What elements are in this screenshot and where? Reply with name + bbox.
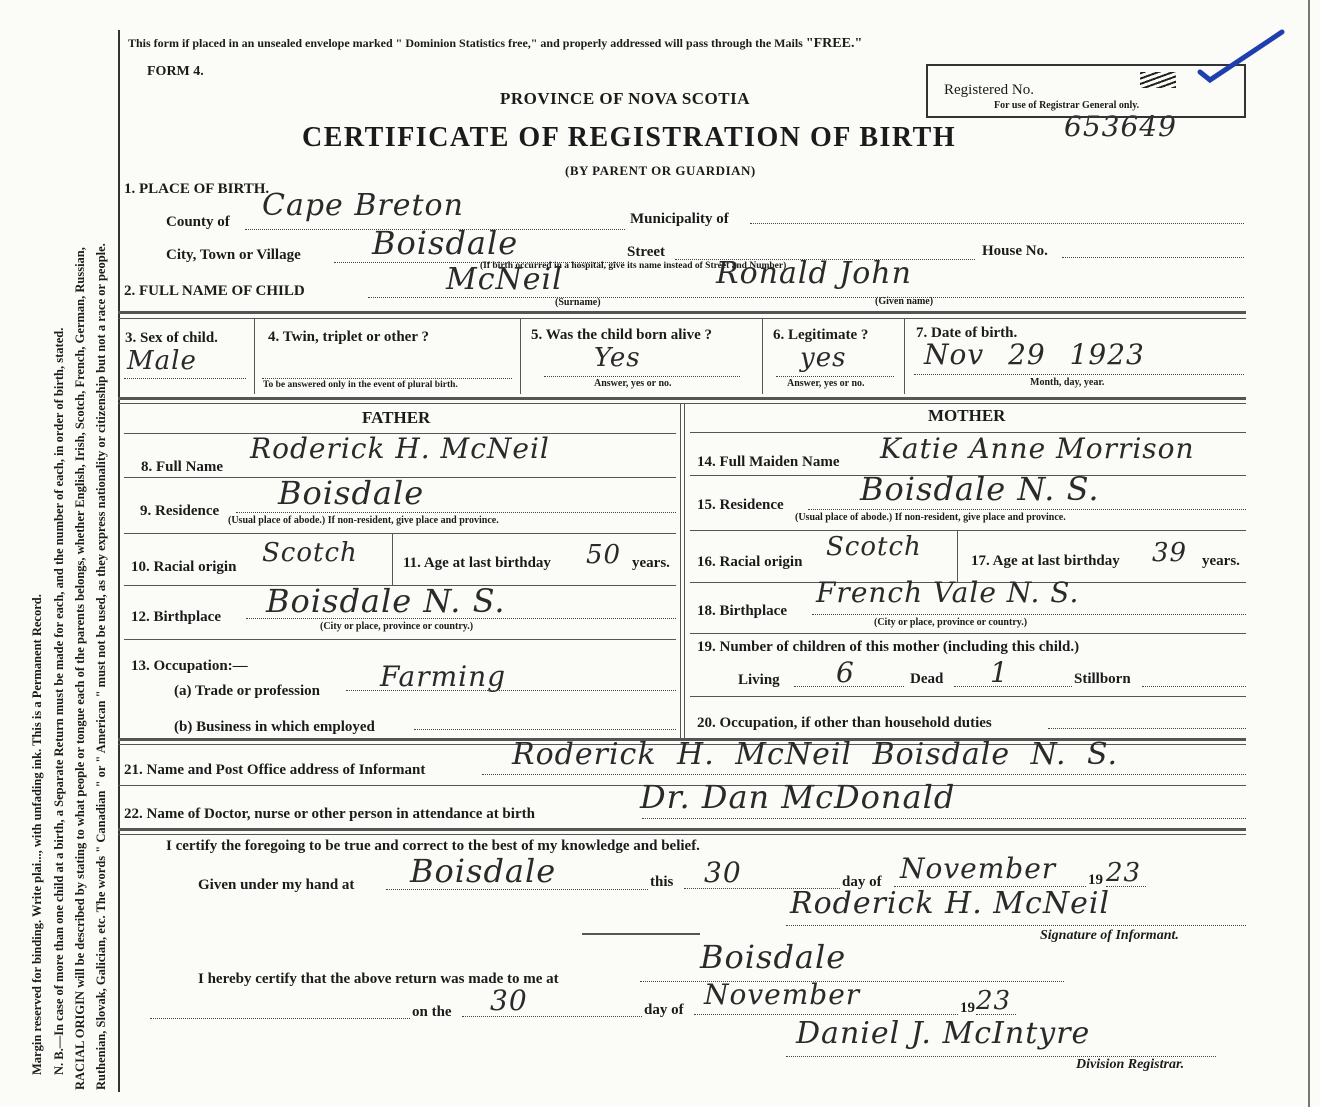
informant-label: 21. Name and Post Office address of Informant <box>124 762 426 778</box>
mother-residence-note: (Usual place of abode.) If non-resident, give place and province. <box>795 512 1066 523</box>
margin-note-racial: RACIAL ORIGIN will be described by stating to what people or tongue each of the parents belongs, whether English, Irish, Scotch, French, German, Russian, <box>73 247 87 1090</box>
living-value: 6 <box>836 656 855 689</box>
twin-note: To be answered only in the event of plural birth. <box>263 380 458 390</box>
city-value: Boisdale <box>372 224 519 262</box>
father-residence-value: Boisdale <box>278 474 425 512</box>
father-heading: FATHER <box>362 408 431 427</box>
given-name-note: (Given name) <box>875 296 934 307</box>
certificate-title: CERTIFICATE OF REGISTRATION OF BIRTH <box>302 122 957 153</box>
legitimate-note: Answer, yes or no. <box>787 378 865 389</box>
dead-label: Dead <box>910 671 944 687</box>
margin-note-binding: Margin reserved for binding. Write plai..., with unfading ink. This is a Permanent Record. <box>30 594 44 1075</box>
surname-note: (Surname) <box>555 297 601 308</box>
form-number: FORM 4. <box>147 64 204 79</box>
certify-statement: I certify the foregoing to be true and correct to the best of my knowledge and belief. <box>166 838 700 854</box>
registered-note: For use of Registrar General only. <box>994 100 1140 111</box>
informant-signature: Roderick H. McNeil <box>790 886 1111 921</box>
mother-birthplace-label: 18. Birthplace <box>697 603 787 619</box>
left-border <box>118 30 120 1092</box>
struck-out-mark <box>1140 72 1176 88</box>
certificate-number: 653649 <box>1064 110 1177 143</box>
sex-value: Male <box>127 346 197 376</box>
twin-label: 4. Twin, triplet or other ? <box>268 329 429 345</box>
city-label: City, Town or Village <box>166 247 301 263</box>
father-occupation-label: 13. Occupation:— <box>131 658 248 674</box>
surname-value: McNeil <box>446 262 563 297</box>
month-value: November <box>900 852 1057 885</box>
registered-label: Registered No. <box>944 82 1034 98</box>
full-name-label: 2. FULL NAME OF CHILD <box>124 283 305 299</box>
father-years-label: years. <box>632 555 670 571</box>
mother-racial-label: 16. Racial origin <box>697 554 803 570</box>
living-label: Living <box>738 672 780 688</box>
mother-residence-value: Boisdale N. S. <box>860 470 1100 508</box>
dob-note: Month, day, year. <box>1030 377 1105 388</box>
mother-children-label: 19. Number of children of this mother (including this child.) <box>697 639 1080 655</box>
province-title: PROVINCE OF NOVA SCOTIA <box>500 89 751 108</box>
given-name-value: Ronald John <box>716 256 912 291</box>
registrar-month-value: November <box>704 978 861 1011</box>
registrar-place-value: Boisdale <box>700 938 847 976</box>
mother-name-label: 14. Full Maiden Name <box>697 454 840 470</box>
given-place-value: Boisdale <box>410 852 557 890</box>
dob-value: Nov 29 1923 <box>924 338 1145 371</box>
registrar-day-of-label: day of <box>644 1002 684 1018</box>
father-name-label: 8. Full Name <box>141 459 224 475</box>
house-number-label: House No. <box>982 243 1048 259</box>
mother-racial-value: Scotch <box>826 532 922 562</box>
year-prefix: 19 <box>1088 872 1103 888</box>
registrar-year-value: 23 <box>976 986 1012 1016</box>
mail-note: This form if placed in an unsealed envelope marked " Dominion Statistics free," and properly addressed will pass through the Mails "FREE." <box>128 36 863 51</box>
place-of-birth-label: 1. PLACE OF BIRTH. <box>124 181 270 197</box>
hospital-note: (If birth occurred in a hospital, give its name instead of Street and Number) <box>480 261 787 271</box>
informant-value: Roderick H. McNeil Boisdale N. S. <box>512 737 1119 772</box>
mother-residence-label: 15. Residence <box>697 497 784 513</box>
mother-years-label: years. <box>1202 553 1240 569</box>
doctor-value: Dr. Dan McDonald <box>640 778 956 816</box>
street-label: Street <box>627 244 666 260</box>
informant-signature-caption: Signature of Informant. <box>1040 928 1179 943</box>
father-business-label: (b) Business in which employed <box>174 719 375 735</box>
alive-label: 5. Was the child born alive ? <box>531 327 712 343</box>
father-trade-value: Farming <box>380 660 507 693</box>
subtitle: (BY PARENT OR GUARDIAN) <box>565 163 756 178</box>
dob-label: 7. Date of birth. <box>916 325 1018 341</box>
father-trade-label: (a) Trade or profession <box>174 683 320 699</box>
doctor-label: 22. Name of Doctor, nurse or other person in attendance at birth <box>124 806 535 822</box>
year-value: 23 <box>1106 858 1142 888</box>
on-the-label: on the <box>412 1004 452 1020</box>
county-label: County of <box>166 214 230 230</box>
municipality-label: Municipality of <box>630 211 729 227</box>
alive-value: Yes <box>594 343 641 373</box>
father-birthplace-label: 12. Birthplace <box>131 609 221 625</box>
father-residence-note: (Usual place of abode.) If non-resident, give place and province. <box>228 515 499 526</box>
registrar-signature: Daniel J. McIntyre <box>796 1016 1091 1051</box>
registrar-caption: Division Registrar. <box>1076 1057 1185 1072</box>
margin-note-nb: N. B.—In case of more than one child at a birth, a Separate Return must be made for each, and the number of each, in order of birth, stated. <box>52 327 66 1075</box>
sex-label: 3. Sex of child. <box>125 330 218 346</box>
right-border <box>1308 0 1310 1107</box>
dead-value: 1 <box>990 656 1009 689</box>
mother-age-label: 17. Age at last birthday <box>971 553 1120 569</box>
father-racial-value: Scotch <box>262 538 358 568</box>
father-racial-label: 10. Racial origin <box>131 559 237 575</box>
legitimate-value: yes <box>800 343 847 373</box>
day-value: 30 <box>704 856 742 889</box>
registrar-day-value: 30 <box>490 984 528 1017</box>
registrar-year-prefix: 19 <box>960 1000 975 1016</box>
mother-age-value: 39 <box>1152 538 1188 568</box>
father-birthplace-value: Boisdale N. S. <box>266 582 506 620</box>
this-label: this <box>650 874 674 890</box>
father-age-value: 50 <box>586 540 622 570</box>
mother-name-value: Katie Anne Morrison <box>880 432 1195 465</box>
margin-note-racial-2: Ruthenian, Slovak, Galician, etc. The words " Canadian " or " American " must not be used, as they express nationality or citizenship but not a race or people. <box>94 243 108 1090</box>
mother-birthplace-note: (City or place, province or country.) <box>874 617 1028 628</box>
father-name-value: Roderick H. McNeil <box>250 432 550 465</box>
day-of-label: day of <box>842 874 882 890</box>
father-birthplace-note: (City or place, province or country.) <box>320 621 474 632</box>
check-mark-icon <box>1196 28 1286 88</box>
legitimate-label: 6. Legitimate ? <box>773 327 869 343</box>
stillborn-label: Stillborn <box>1074 671 1131 687</box>
father-residence-label: 9. Residence <box>140 503 220 519</box>
alive-note: Answer, yes or no. <box>594 378 672 389</box>
mother-heading: MOTHER <box>928 406 1006 425</box>
father-age-label: 11. Age at last birthday <box>403 555 551 571</box>
given-under-label: Given under my hand at <box>198 877 355 893</box>
mother-birthplace-value: French Vale N. S. <box>816 576 1080 609</box>
county-value: Cape Breton <box>262 188 464 223</box>
mother-occupation-label: 20. Occupation, if other than household duties <box>697 715 992 731</box>
registrar-statement: I hereby certify that the above return was made to me at <box>198 971 559 987</box>
